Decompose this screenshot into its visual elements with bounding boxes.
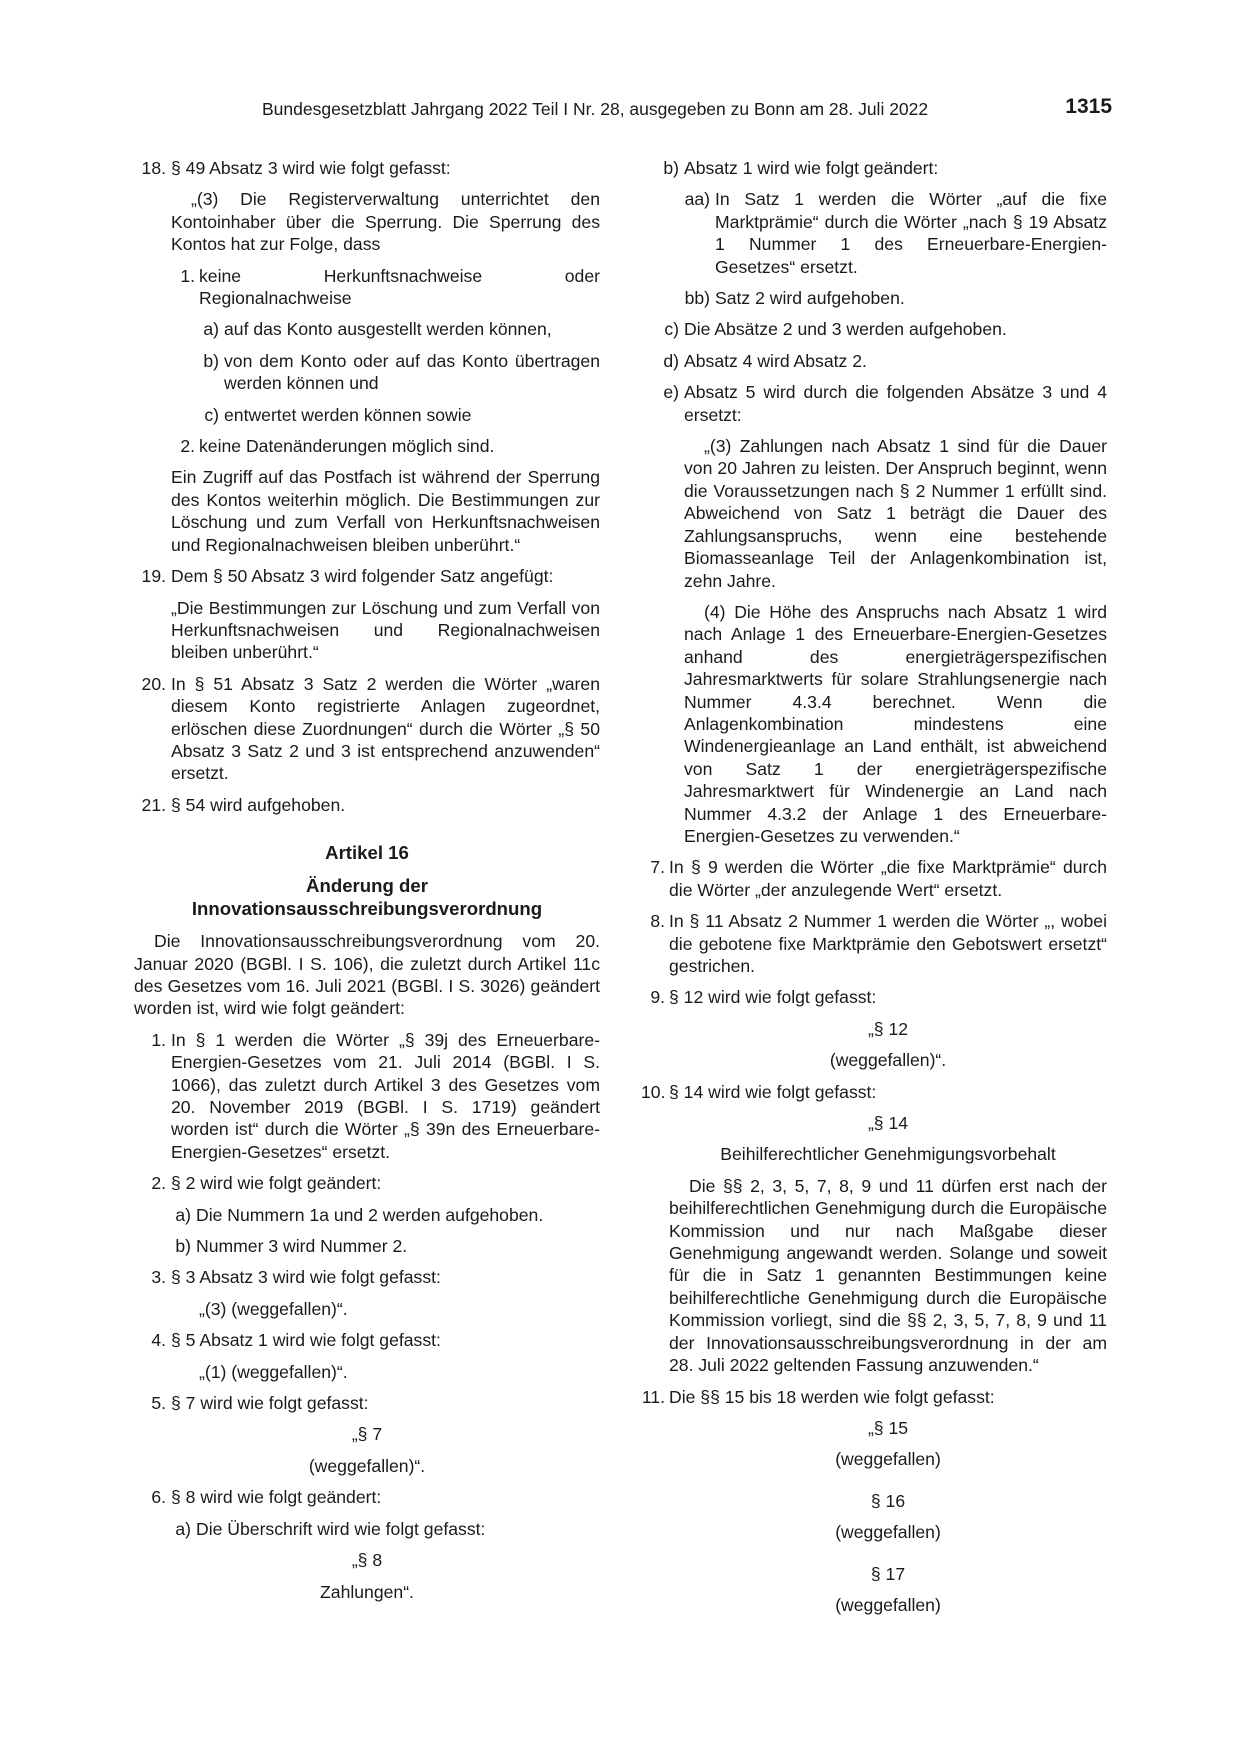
list-item xyxy=(134,1172,600,1194)
article-subtitle: Änderung der xyxy=(306,875,428,897)
item-text: auf das Konto ausgestellt werden können, xyxy=(224,319,552,340)
item-number: 3. xyxy=(151,1267,166,1288)
list-item xyxy=(641,910,1107,977)
item-text: Die Absätze 2 und 3 werden aufgehoben. xyxy=(684,319,1007,340)
item-number: 2. xyxy=(180,436,195,457)
item-number: 9. xyxy=(650,987,665,1008)
list-item xyxy=(684,287,1107,309)
item-letter: d) xyxy=(663,350,679,371)
item-text: Absatz 1 wird wie folgt geändert: xyxy=(684,158,939,178)
list-item xyxy=(659,381,1107,426)
item-letter: a) xyxy=(175,1518,191,1539)
item-number: 11. xyxy=(641,1386,665,1407)
item-number: 8. xyxy=(650,911,665,932)
quoted-paragraph: „(3) Zahlungen nach Absatz 1 sind für die Dauer von 20 Jahren zu leisten. Der Anspruch beginnt, wenn die Voraussetzungen nach § 2 Nummer 1 erfüllt sind. Abweichend von Satz 1 beträgt die Dauer des Zahlungsanspruchs, wenn eine bestehende Biomasseanlage Teil der Anlagenkombination ist, zehn Jahre. xyxy=(684,436,1107,591)
item-text: In Satz 1 werden die Wörter „auf die fixe Marktprämie“ durch die Wörter „nach § 19 Absatz 1 Nummer 1 des Erneuerbare-Energien-Gesetzes“ ersetzt. xyxy=(715,189,1107,277)
item-text: In § 11 Absatz 2 Nummer 1 werden die Wörter „, wobei die gebotene fixe Marktprämie den Gebotswert ersetzt“ gestrichen. xyxy=(669,911,1107,976)
quoted-paragraph: „(3) Die Registerverwaltung unterrichtet den Kontoinhaber über die Sperrung. Die Sperrung des Kontos hat zur Folge, dass xyxy=(171,189,600,255)
list-item xyxy=(134,1329,600,1351)
item-letter: e) xyxy=(663,382,679,403)
item-text: Satz 2 wird aufgehoben. xyxy=(715,288,905,309)
item-text: Dem § 50 Absatz 3 wird folgender Satz angefügt: xyxy=(171,566,554,587)
item-text: § 49 Absatz 3 wird wie folgt gefasst: xyxy=(171,158,451,178)
quoted-paragraph: Ein Zugriff auf das Postfach ist während der Sperrung des Kontos weiterhin möglich. Die Bestimmungen zur Löschung und zum Verfall von Herkunftsnachweisen und Regionalnachweisen bleiben unberührt.“ xyxy=(171,467,600,555)
list-item xyxy=(134,1486,600,1508)
section-heading: „§ 14 xyxy=(867,1113,909,1134)
item-text: Nummer 3 wird Nummer 2. xyxy=(196,1236,408,1257)
item-text: § 12 wird wie folgt gefasst: xyxy=(669,987,877,1008)
item-text: Die Nummern 1a und 2 werden aufgehoben. xyxy=(196,1204,544,1225)
item-number: 6. xyxy=(151,1487,166,1508)
list-item xyxy=(134,794,600,816)
list-item xyxy=(134,565,600,587)
quoted-paragraph: „(1) (weggefallen)“. xyxy=(199,1361,348,1382)
section-heading: „§ 12 xyxy=(867,1018,909,1039)
item-letter: b) xyxy=(663,158,679,178)
item-number: 10. xyxy=(641,1081,666,1102)
list-item xyxy=(171,435,600,457)
section-heading: § 16 xyxy=(870,1490,906,1511)
item-number: 2. xyxy=(151,1173,166,1194)
item-letter: c) xyxy=(204,404,219,425)
list-item xyxy=(171,265,600,310)
item-text: keine Datenänderungen möglich sind. xyxy=(199,436,495,457)
right-column xyxy=(641,157,1107,1625)
quoted-paragraph: Die §§ 2, 3, 5, 7, 8, 9 und 11 dürfen erst nach der beihilferechtlichen Genehmigung durch die Europäische Kommission und nur nach Maßgabe dieser Genehmigung angewandt werden. Solange und soweit für die in Satz 1 genannten Bestimmungen keine beihilferechtliche Genehmigung durch die Europäische Kommission vorliegt, sind die §§ 2, 3, 5, 7, 8, 9 und 11 der Innovationsausschreibungsverordnung in der am 28. Juli 2022 geltenden Fassung anzuwenden.“ xyxy=(669,1175,1107,1376)
item-text: In § 1 werden die Wörter „§ 39j des Erneuerbare-Energien-Gesetzes vom 21. Juli 2014 (BGBl. I S. 1066), das zuletzt durch Artikel 3 des Gesetzes vom 20. November 2019 (BGBl. I S. 1719) geändert worden ist“ durch die Wörter „§ 39n des Erneuerbare-Energien-Gesetzes“ ersetzt. xyxy=(171,1029,600,1162)
section-heading: § 17 xyxy=(870,1563,906,1584)
list-item xyxy=(199,404,600,426)
item-number: 5. xyxy=(151,1393,166,1414)
item-text: § 2 wird wie folgt geändert: xyxy=(171,1173,382,1194)
item-text: Absatz 5 wird durch die folgenden Absätze 3 und 4 ersetzt: xyxy=(684,382,1107,425)
section-heading: „§ 15 xyxy=(867,1417,909,1438)
item-text: § 14 wird wie folgt gefasst: xyxy=(669,1081,877,1102)
item-text: von dem Konto oder auf das Konto übertragen werden können und xyxy=(224,350,600,394)
article-title: Artikel 16 xyxy=(325,842,409,864)
list-item xyxy=(171,1518,600,1540)
section-status: (weggefallen)“. xyxy=(308,1455,426,1476)
section-heading: „§ 8 xyxy=(351,1550,383,1571)
item-letter: bb) xyxy=(684,288,710,309)
item-number: 1. xyxy=(180,265,195,286)
item-text: entwertet werden können sowie xyxy=(224,404,472,425)
item-number: 7. xyxy=(650,857,665,878)
quoted-paragraph: (4) Die Höhe des Anspruchs nach Absatz 1 wird nach Anlage 1 des Erneuerbare-Energien-Gesetzes anhand des energieträgerspezifischen Jahresmarktwerts für solare Strahlungsenergie nach Nummer 4.3.4 berechnet. Wenn die Anlagenkombination mindestens eine Windenergieanlage an Land enthält, ist abweichend von Satz 1 der energieträgerspezifische Jahresmarktwert für Windenergie an Land nach Nummer 4.3.2 der Anlage 1 des Erneuerbare-Energien-Gesetzes zu verwenden.“ xyxy=(684,601,1107,846)
list-item xyxy=(684,188,1107,278)
section-status: (weggefallen) xyxy=(835,1594,941,1615)
quoted-paragraph: „(3) (weggefallen)“. xyxy=(199,1298,348,1319)
quoted-paragraph: „Die Bestimmungen zur Löschung und zum Verfall von Herkunftsnachweisen und Regionalnachweisen bleiben unberührt.“ xyxy=(171,597,600,663)
list-item xyxy=(641,856,1107,901)
list-item xyxy=(134,1266,600,1288)
list-item xyxy=(659,318,1107,340)
list-item xyxy=(641,1386,1107,1408)
item-text: Die §§ 15 bis 18 werden wie folgt gefasst: xyxy=(669,1386,995,1407)
item-text: Die Überschrift wird wie folgt gefasst: xyxy=(196,1518,486,1539)
item-text: § 3 Absatz 3 wird wie folgt gefasst: xyxy=(171,1267,441,1288)
item-text: keine Herkunftsnachweise oder Regionalnachweise xyxy=(199,265,600,309)
item-text: § 7 wird wie folgt gefasst: xyxy=(171,1393,369,1414)
item-letter: aa) xyxy=(684,189,710,210)
item-text: In § 51 Absatz 3 Satz 2 werden die Wörter „waren diesem Konto registrierte Anlagen zugeordnet, erlöschen diese Zuordnungen“ durch die Wörter „§ 50 Absatz 3 Satz 2 und 3 ist entsprechend anzuwenden“ ersetzt. xyxy=(171,673,600,784)
left-column xyxy=(134,157,600,1612)
list-item xyxy=(659,157,1107,179)
list-item xyxy=(199,350,600,395)
item-text: § 8 wird wie folgt geändert: xyxy=(171,1487,382,1508)
item-text: Absatz 4 wird Absatz 2. xyxy=(684,350,867,371)
list-item xyxy=(134,1029,600,1163)
list-item xyxy=(134,157,600,179)
item-number: 1. xyxy=(151,1029,166,1050)
item-number: 19. xyxy=(141,566,166,587)
item-number: 18. xyxy=(141,158,166,178)
section-title: Beihilferechtlicher Genehmigungsvorbehalt xyxy=(720,1144,1056,1165)
section-title: Zahlungen“. xyxy=(320,1581,414,1602)
item-number: 21. xyxy=(141,794,166,815)
item-letter: b) xyxy=(203,350,219,371)
list-item xyxy=(199,318,600,340)
item-letter: a) xyxy=(203,319,219,340)
article-intro: Die Innovationsausschreibungsverordnung vom 20. Januar 2020 (BGBl. I S. 106), die zuletzt durch Artikel 11c des Gesetzes vom 16. Juli 2021 (BGBl. I S. 3026) geändert worden ist, wird wie folgt geändert: xyxy=(134,931,600,1019)
item-text: § 5 Absatz 1 wird wie folgt gefasst: xyxy=(171,1330,441,1351)
section-status: (weggefallen) xyxy=(835,1449,941,1470)
list-item xyxy=(659,350,1107,372)
item-letter: b) xyxy=(175,1236,191,1257)
list-item xyxy=(134,673,600,785)
page-number: 1315 xyxy=(1065,95,1112,118)
item-letter: a) xyxy=(175,1204,191,1225)
gazette-title: Bundesgesetzblatt Jahrgang 2022 Teil I Nr. 28, ausgegeben zu Bonn am 28. Juli 2022 xyxy=(262,99,929,119)
list-item xyxy=(641,986,1107,1008)
list-item xyxy=(171,1235,600,1257)
section-status: (weggefallen) xyxy=(835,1522,941,1543)
list-item xyxy=(171,1204,600,1226)
item-letter: c) xyxy=(664,319,679,340)
item-text: In § 9 werden die Wörter „die fixe Marktprämie“ durch die Wörter „der anzulegende Wert“ ersetzt. xyxy=(669,857,1107,900)
item-number: 4. xyxy=(151,1330,166,1351)
article-subtitle: Innovationsausschreibungsverordnung xyxy=(191,898,543,920)
item-text: § 54 wird aufgehoben. xyxy=(171,794,346,815)
section-heading: „§ 7 xyxy=(351,1424,383,1445)
list-item xyxy=(134,1392,600,1414)
item-number: 20. xyxy=(141,673,166,694)
section-status: (weggefallen)“. xyxy=(829,1050,947,1071)
list-item xyxy=(641,1081,1107,1103)
